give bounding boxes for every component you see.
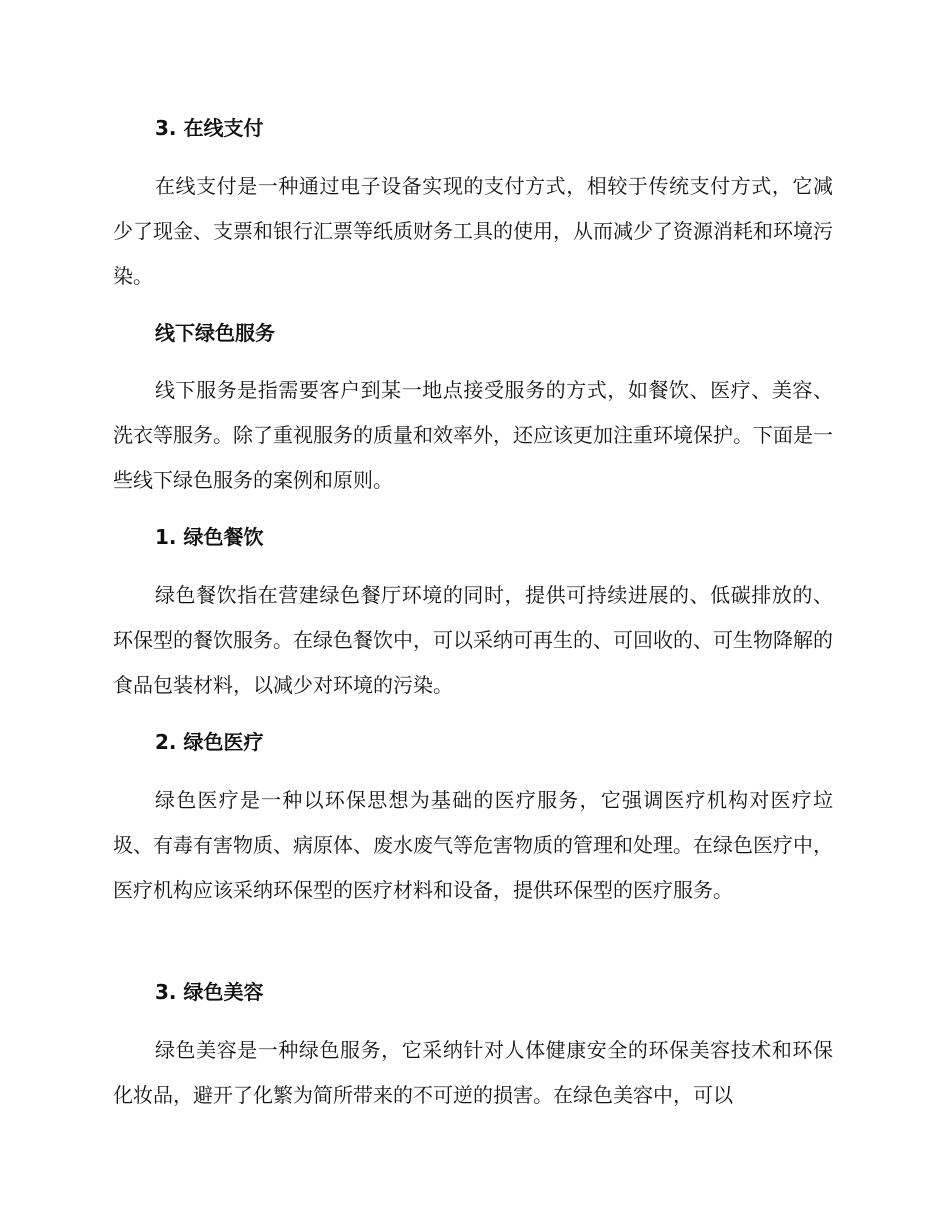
paragraph-online-payment: 在线支付是一种通过电子设备实现的支付方式，相较于传统支付方式，它减少了现金、支票和银行汇票等纸质财务工具的使用，从而减少了资源消耗和环境污染。 (113, 174, 833, 288)
section-heading-online-payment: 3. 在线支付 (155, 116, 264, 140)
paragraph-green-dining: 绿色餐饮指在营建绿色餐厅环境的同时，提供可持续进展的、低碳排放的、环保型的餐饮服务。在绿色餐饮中，可以采纳可再生的、可回收的、可生物降解的食品包装材料，以减少对环境的污染。 (113, 583, 833, 697)
section-heading-green-medical: 2. 绿色医疗 (155, 730, 264, 754)
paragraph-green-medical: 绿色医疗是一种以环保思想为基础的医疗服务，它强调医疗机构对医疗垃圾、有毒有害物质、病原体、废水废气等危害物质的管理和处理。在绿色医疗中，医疗机构应该采纳环保型的医疗材料和设备，提供环保型的医疗服务。 (113, 788, 833, 902)
section-heading-offline-green-services: 线下绿色服务 (155, 321, 275, 345)
paragraph-offline-green-services: 线下服务是指需要客户到某一地点接受服务的方式，如餐饮、医疗、美容、洗衣等服务。除了重视服务的质量和效率外，还应该更加注重环境保护。下面是一些线下绿色服务的案例和原则。 (113, 378, 833, 492)
paragraph-green-beauty: 绿色美容是一种绿色服务，它采纳针对人体健康安全的环保美容技术和环保化妆品，避开了化繁为简所带来的不可逆的损害。在绿色美容中，可以 (113, 1038, 833, 1107)
section-heading-green-dining: 1. 绿色餐饮 (155, 525, 264, 549)
section-heading-green-beauty: 3. 绿色美容 (155, 980, 264, 1004)
